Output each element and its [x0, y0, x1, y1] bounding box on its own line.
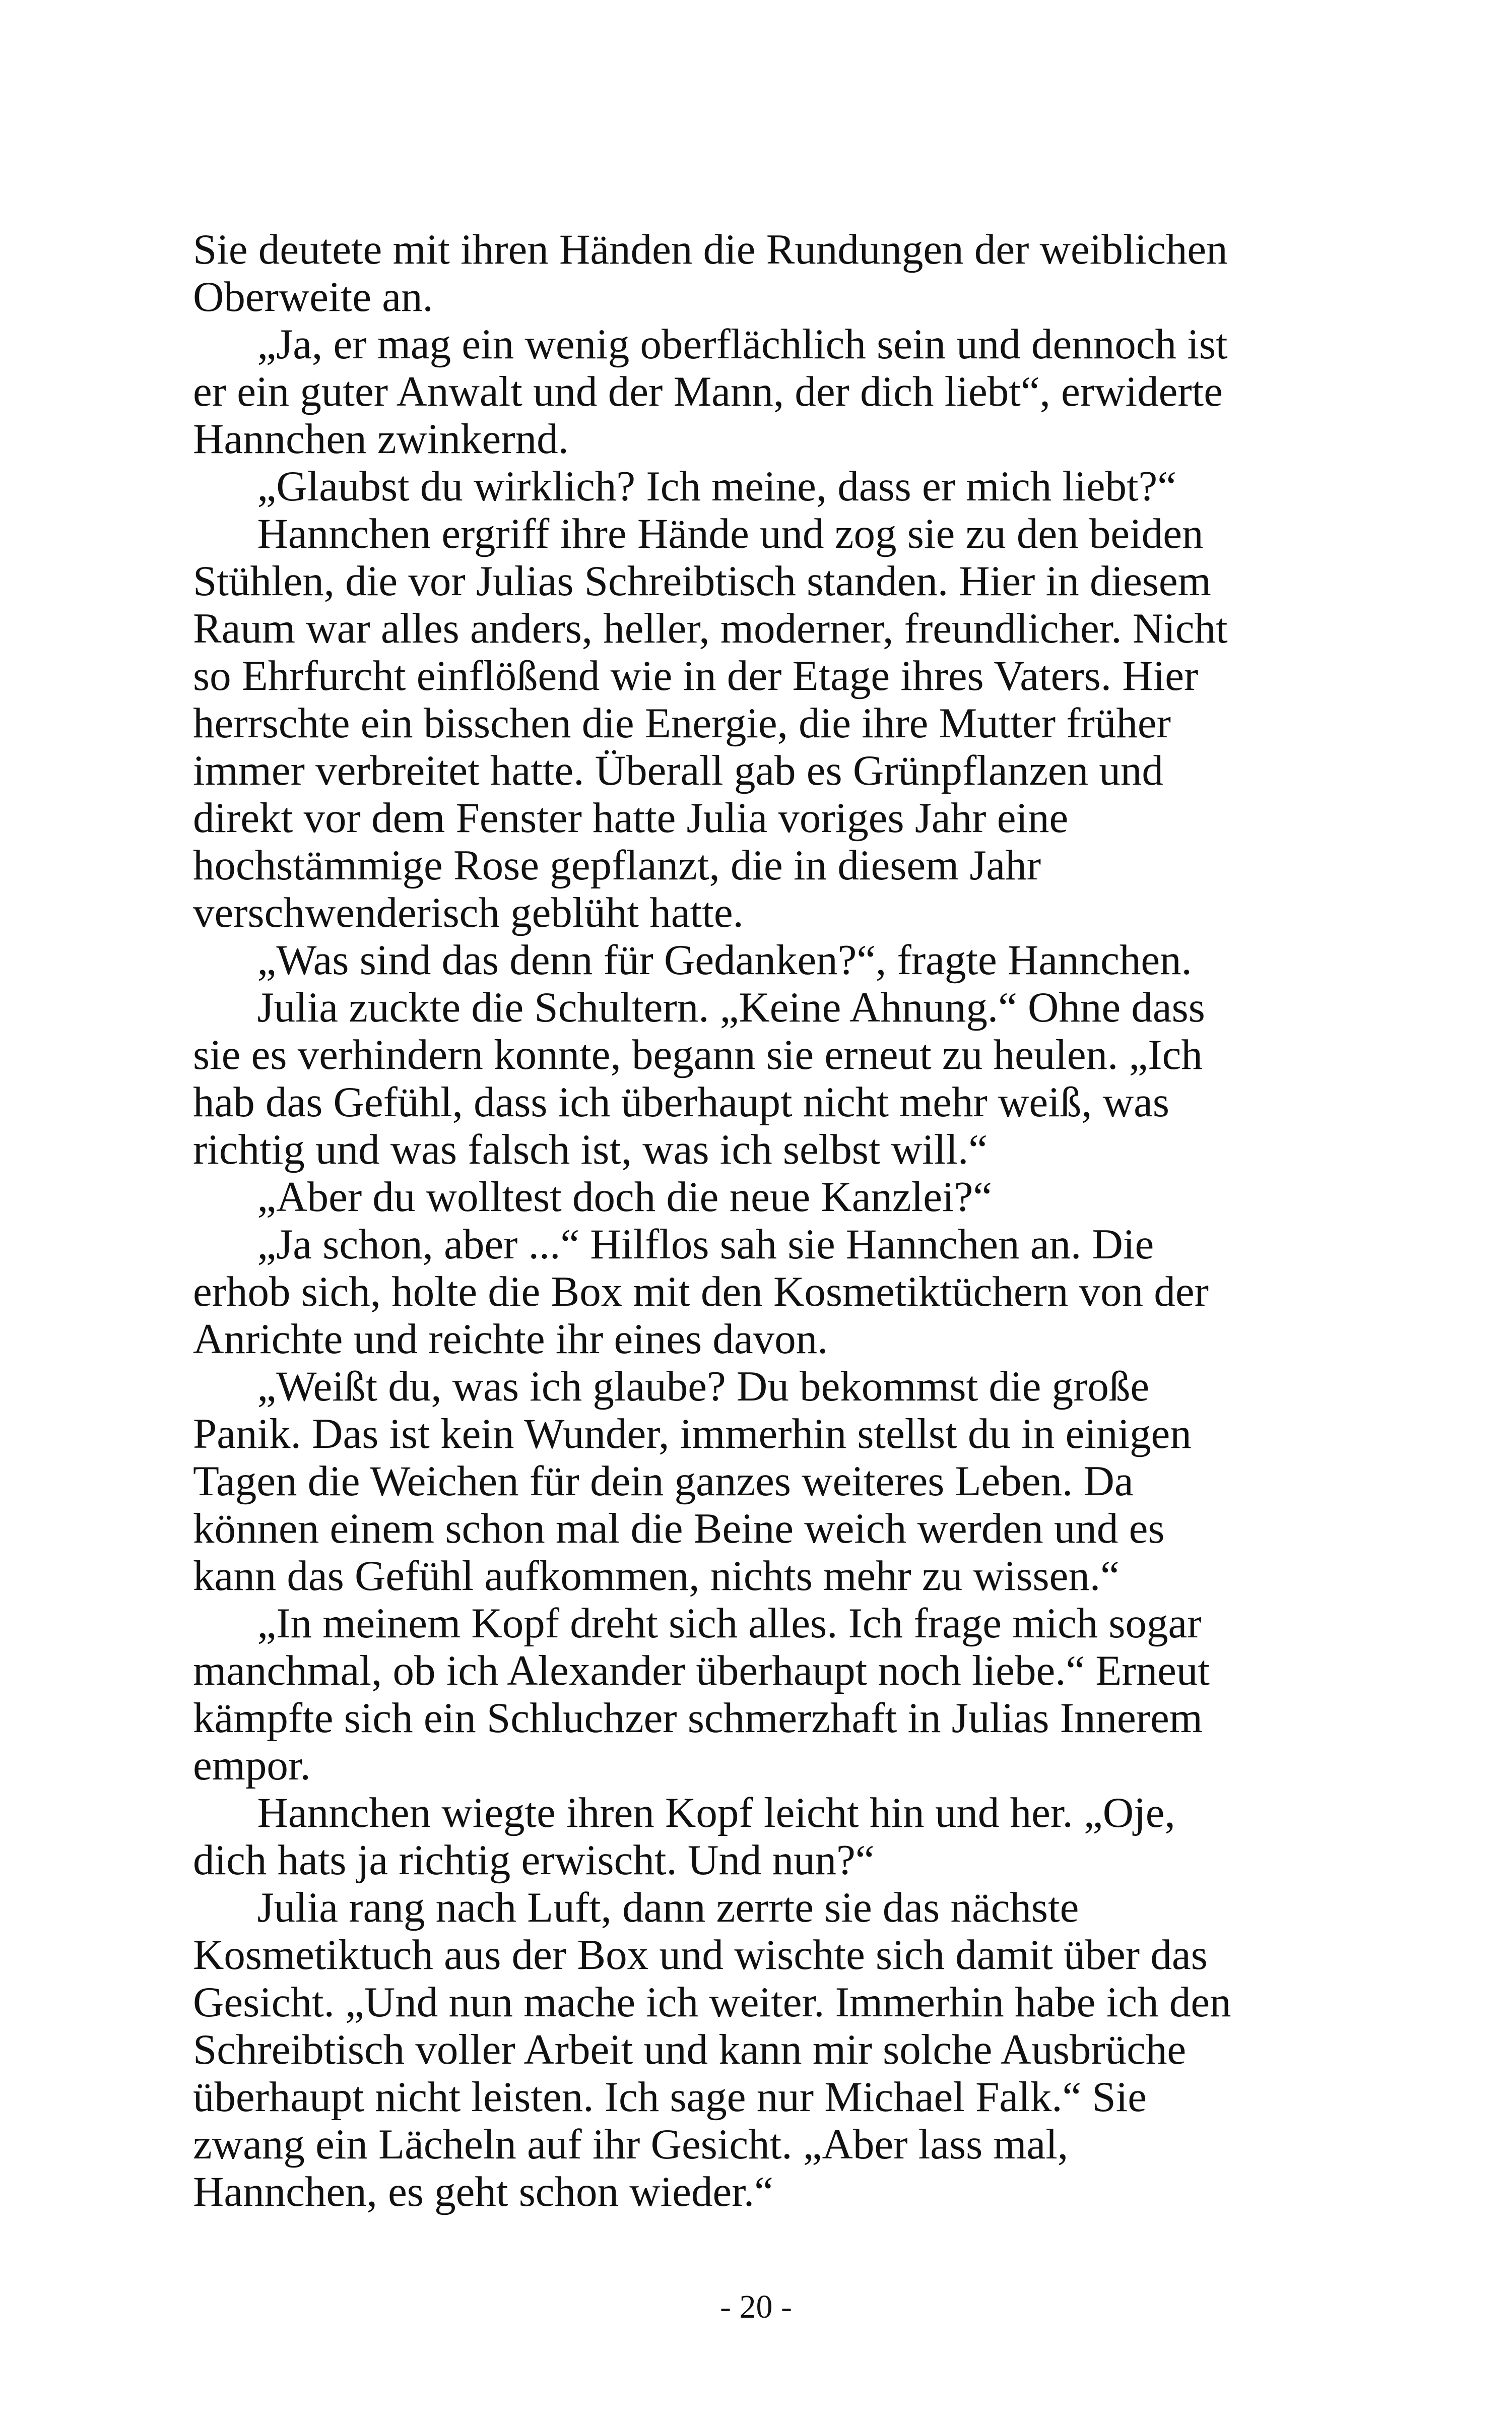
text-line: Hannchen zwinkernd.: [193, 415, 569, 463]
text-line: „Aber du wolltest doch die neue Kanzlei?“: [193, 1173, 993, 1221]
text-line: Julia rang nach Luft, dann zerrte sie das nächste: [193, 1884, 1079, 1931]
text-line: dich hats ja richtig erwischt. Und nun?“: [193, 1836, 875, 1884]
text-line: kämpfte sich ein Schluchzer schmerzhaft in Julias Innerem: [193, 1694, 1203, 1742]
text-line: hab das Gefühl, dass ich überhaupt nicht mehr weiß, was: [193, 1078, 1169, 1126]
text-line: Hannchen ergriff ihre Hände und zog sie zu den beiden: [193, 510, 1204, 557]
text-line: hochstämmige Rose gepflanzt, die in diesem Jahr: [193, 842, 1041, 889]
text-line: verschwenderisch geblüht hatte.: [193, 889, 744, 936]
text-line: Kosmetiktuch aus der Box und wischte sich damit über das: [193, 1931, 1208, 1979]
text-line: immer verbreitet hatte. Überall gab es Grünpflanzen und: [193, 747, 1163, 794]
text-line: so Ehrfurcht einflößend wie in der Etage ihres Vaters. Hier: [193, 652, 1199, 699]
text-line: sie es verhindern konnte, begann sie erneut zu heulen. „Ich: [193, 1031, 1203, 1078]
text-line: er ein guter Anwalt und der Mann, der dich liebt“, erwiderte: [193, 368, 1223, 415]
text-line: direkt vor dem Fenster hatte Julia voriges Jahr eine: [193, 794, 1069, 842]
text-line: „Glaubst du wirklich? Ich meine, dass er mich liebt?“: [193, 463, 1177, 510]
text-line: Gesicht. „Und nun mache ich weiter. Immerhin habe ich den: [193, 1979, 1231, 2026]
text-line: empor.: [193, 1742, 311, 1789]
page-number: - 20 -: [720, 2288, 792, 2325]
text-line: „Was sind das denn für Gedanken?“, fragte Hannchen.: [193, 936, 1192, 984]
text-line: „Ja, er mag ein wenig oberflächlich sein und dennoch ist: [193, 321, 1228, 368]
text-line: Tagen die Weichen für dein ganzes weiteres Leben. Da: [193, 1457, 1134, 1505]
text-line: kann das Gefühl aufkommen, nichts mehr zu wissen.“: [193, 1552, 1120, 1600]
text-line: Hannchen wiegte ihren Kopf leicht hin und her. „Oje,: [193, 1789, 1175, 1836]
text-line: Schreibtisch voller Arbeit und kann mir solche Ausbrüche: [193, 2026, 1187, 2073]
text-line: „Ja schon, aber ...“ Hilflos sah sie Hannchen an. Die: [193, 1221, 1154, 1268]
text-line: können einem schon mal die Beine weich werden und es: [193, 1505, 1165, 1552]
text-line: manchmal, ob ich Alexander überhaupt noch liebe.“ Erneut: [193, 1647, 1210, 1694]
text-line: zwang ein Lächeln auf ihr Gesicht. „Aber lass mal,: [193, 2121, 1069, 2168]
text-line: Oberweite an.: [193, 273, 433, 321]
text-line: überhaupt nicht leisten. Ich sage nur Michael Falk.“ Sie: [193, 2073, 1147, 2121]
text-line: Julia zuckte die Schultern. „Keine Ahnung.“ Ohne dass: [193, 984, 1205, 1031]
text-line: herrschte ein bisschen die Energie, die ihre Mutter früher: [193, 699, 1171, 747]
text-line: „Weißt du, was ich glaube? Du bekommst die große: [193, 1363, 1150, 1410]
text-line: Hannchen, es geht schon wieder.“: [193, 2168, 773, 2215]
text-line: erhob sich, holte die Box mit den Kosmetiktüchern von der: [193, 1268, 1209, 1315]
text-line: Raum war alles anders, heller, moderner, freundlicher. Nicht: [193, 605, 1228, 652]
text-line: richtig und was falsch ist, was ich selbst will.“: [193, 1126, 988, 1173]
text-line: „In meinem Kopf dreht sich alles. Ich frage mich sogar: [193, 1600, 1202, 1647]
text-line: Sie deutete mit ihren Händen die Rundungen der weiblichen: [193, 226, 1228, 273]
text-line: Stühlen, die vor Julias Schreibtisch standen. Hier in diesem: [193, 557, 1211, 605]
body-text: [193, 226, 1317, 2215]
text-line: Panik. Das ist kein Wunder, immerhin stellst du in einigen: [193, 1410, 1192, 1457]
text-line: Anrichte und reichte ihr eines davon.: [193, 1315, 828, 1363]
